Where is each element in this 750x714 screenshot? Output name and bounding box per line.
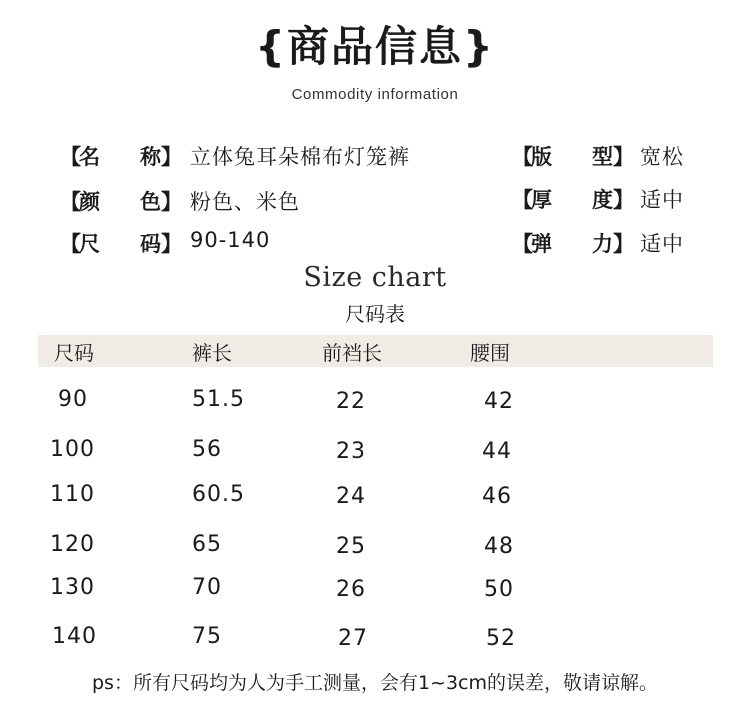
bracket-close: 】 [161, 190, 182, 214]
spec-elasticity-value: 适中 [640, 232, 684, 256]
bracket-close: 】 [161, 145, 182, 169]
bracket-close: 】 [613, 232, 634, 256]
label-char: 尺 [79, 232, 100, 256]
label-char: 颜 [79, 190, 100, 214]
label-char: 版 [531, 145, 552, 169]
table-cell-waist: 52 [486, 626, 516, 651]
bracket-close: 】 [613, 145, 634, 169]
table-cell-size: 130 [50, 575, 95, 600]
spec-color-label [60, 186, 182, 216]
bracket-open: 【 [512, 232, 533, 256]
table-cell-size: 120 [50, 532, 95, 557]
bracket-close: 】 [161, 232, 182, 256]
table-cell-rise: 22 [336, 389, 366, 414]
column-header-rise: 前裆长 [322, 341, 382, 365]
size-chart-subtitle: 尺码表 [345, 302, 405, 326]
table-cell-rise: 25 [336, 534, 366, 559]
table-cell-length: 75 [192, 624, 222, 649]
table-cell-rise: 24 [336, 484, 366, 509]
table-cell-length: 65 [192, 532, 222, 557]
table-cell-waist: 46 [482, 484, 512, 509]
label-char: 度 [592, 188, 613, 212]
page-subtitle: Commodity information [291, 86, 459, 103]
table-cell-size: 90 [58, 387, 88, 412]
bracket-close: 】 [613, 188, 634, 212]
label-char: 名 [79, 145, 100, 169]
table-cell-waist: 50 [484, 577, 514, 602]
bracket-open: 【 [60, 190, 81, 214]
spec-fit-value: 宽松 [640, 145, 684, 169]
table-cell-waist: 44 [482, 439, 512, 464]
bracket-open: 【 [512, 145, 533, 169]
table-cell-length: 56 [192, 437, 222, 462]
spec-color-value: 粉色、米色 [190, 190, 300, 214]
table-cell-length: 70 [192, 575, 222, 600]
table-cell-rise: 26 [336, 577, 366, 602]
label-char: 力 [592, 232, 613, 256]
table-cell-waist: 48 [484, 534, 514, 559]
spec-fit-label [512, 141, 634, 171]
spec-size-label [60, 228, 182, 258]
size-chart-title: Size chart [303, 262, 447, 293]
column-header-length: 裤长 [192, 341, 232, 365]
table-cell-size: 100 [50, 437, 95, 462]
label-char: 型 [592, 145, 613, 169]
column-header-size: 尺码 [54, 341, 94, 365]
bracket-open: 【 [512, 188, 533, 212]
spec-elasticity-label [512, 228, 634, 258]
page-title: {商品信息} [255, 22, 495, 71]
spec-name-label [60, 141, 182, 171]
label-char: 弹 [531, 232, 552, 256]
spec-thickness-value: 适中 [640, 188, 684, 212]
bracket-open: 【 [60, 232, 81, 256]
table-cell-length: 51.5 [192, 387, 245, 412]
spec-size-value: 90-140 [190, 228, 271, 252]
label-char: 厚 [531, 188, 552, 212]
table-cell-rise: 23 [336, 439, 366, 464]
bracket-open: 【 [60, 145, 81, 169]
table-cell-size: 140 [52, 624, 97, 649]
table-cell-waist: 42 [484, 389, 514, 414]
spec-name-value: 立体兔耳朵棉布灯笼裤 [190, 145, 410, 169]
label-char: 称 [140, 145, 161, 169]
table-cell-rise: 27 [338, 626, 368, 651]
column-header-waist: 腰围 [470, 341, 510, 365]
spec-thickness-label [512, 184, 634, 214]
measurement-note: ps：所有尺码均为人为手工测量，会有1~3cm的误差，敬请谅解。 [91, 672, 658, 694]
table-cell-size: 110 [50, 482, 95, 507]
label-char: 色 [140, 190, 161, 214]
table-cell-length: 60.5 [192, 482, 245, 507]
label-char: 码 [140, 232, 161, 256]
